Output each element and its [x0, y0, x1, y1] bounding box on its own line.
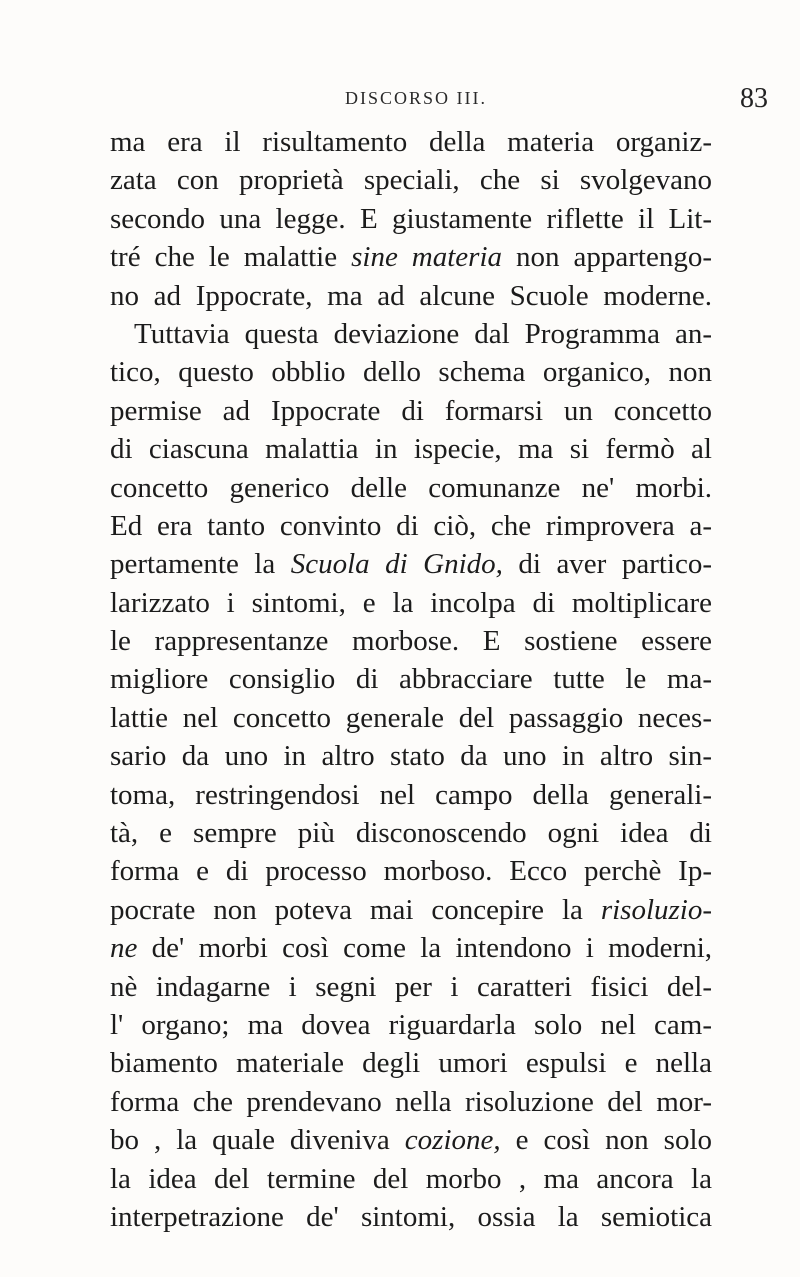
text-line [110, 353, 712, 391]
line-text-after: de' morbi così come la intendono i moderni, [137, 932, 712, 965]
text-line [110, 852, 712, 890]
text-line [110, 891, 712, 929]
page-number: 83 [740, 83, 768, 114]
line-text-italic: cozione, [404, 1124, 501, 1157]
line-text-before: bo , la quale diveniva [110, 1124, 405, 1157]
text-line [110, 699, 712, 737]
text-line [110, 1083, 712, 1121]
line-text-after: non appartengo- [502, 241, 712, 274]
line-text: Ed era tanto convinto di ciò, che rimprovera a- [110, 509, 712, 542]
line-text: nè indagarne i segni per i caratteri fisici del- [110, 970, 712, 1003]
line-text-after: di aver partico- [502, 548, 712, 581]
text-line [110, 622, 712, 660]
text-line [110, 161, 712, 199]
text-line [110, 737, 712, 775]
text-line [110, 123, 712, 161]
line-text: tico, questo obblio dello schema organico, non [110, 356, 712, 389]
line-text-before: pertamente la [110, 548, 291, 581]
text-line [110, 430, 712, 468]
line-text: forma che prendevano nella risoluzione del mor- [110, 1085, 712, 1118]
text-line [110, 1160, 712, 1198]
text-line [110, 469, 712, 507]
text-line [110, 1044, 712, 1082]
text-line [110, 660, 712, 698]
line-text: permise ad Ippocrate di formarsi un concetto [110, 394, 712, 427]
text-line [110, 584, 712, 622]
line-text: tà, e sempre più disconoscendo ogni idea di [110, 817, 712, 850]
line-text: lattie nel concetto generale del passaggio neces- [110, 701, 712, 734]
line-text: larizzato i sintomi, e la incolpa di moltiplicare [110, 586, 712, 619]
line-text: le rappresentanze morbose. E sostiene essere [110, 625, 712, 658]
line-text: secondo una legge. E giustamente riflette il Lit- [110, 202, 712, 235]
line-text: migliore consiglio di abbracciare tutte le ma- [110, 663, 712, 696]
text-line [110, 1006, 712, 1044]
line-text: di ciascuna malattia in ispecie, ma si fermò al [110, 433, 712, 466]
line-text: concetto generico delle comunanze ne' morbi. [110, 471, 712, 504]
line-text: Tuttavia questa deviazione dal Programma an- [134, 317, 712, 350]
line-text-before: pocrate non poteva mai concepire la [110, 893, 601, 926]
line-text: la idea del termine del morbo , ma ancora la [110, 1162, 712, 1195]
text-line [110, 277, 712, 315]
text-line [110, 200, 712, 238]
line-text-italic: risoluzio- [600, 893, 712, 926]
text-line [110, 1198, 712, 1236]
line-text-italic: ne [110, 932, 138, 965]
text-line [110, 1121, 712, 1159]
text-line [110, 814, 712, 852]
line-text: interpetrazione de' sintomi, ossia la semiotica [110, 1200, 712, 1233]
text-line [110, 929, 712, 967]
line-text-italic: sine materia [351, 241, 503, 274]
body-text [110, 123, 712, 1236]
running-head: DISCORSO III. [345, 88, 488, 108]
text-line [110, 315, 712, 353]
line-text-italic: Scuola di Gnido, [290, 548, 503, 581]
text-line [110, 238, 712, 276]
line-text: biamento materiale degli umori espulsi e nella [110, 1047, 712, 1080]
line-text: toma, restringendosi nel campo della generali- [110, 778, 712, 811]
line-text: forma e di processo morboso. Ecco perchè Ip- [110, 855, 712, 888]
text-line [110, 392, 712, 430]
line-text: ma era il risultamento della materia organiz- [110, 126, 712, 158]
line-text: sario da uno in altro stato da uno in altro sin- [110, 740, 712, 773]
line-text-before: tré che le malattie [110, 241, 352, 274]
text-line [110, 968, 712, 1006]
text-line [110, 776, 712, 814]
line-text: no ad Ippocrate, ma ad alcune Scuole moderne. [110, 279, 712, 312]
line-text: zata con proprietà speciali, che si svolgevano [110, 164, 712, 197]
text-line [110, 545, 712, 583]
text-line [110, 507, 712, 545]
line-text-after: e così non solo [500, 1124, 712, 1157]
line-text: l' organo; ma dovea riguardarla solo nel cam- [110, 1008, 712, 1041]
